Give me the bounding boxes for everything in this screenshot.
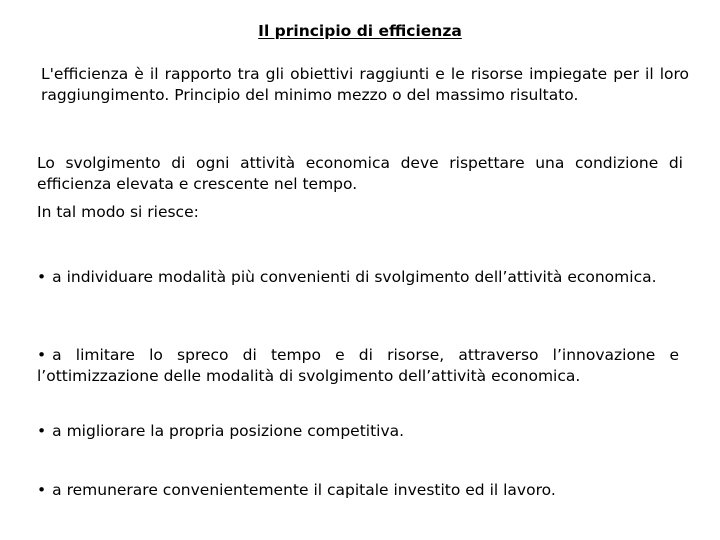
bullet-icon: •: [37, 268, 47, 286]
definition-paragraph: L'efficienza è il rapporto tra gli obiettivi raggiunti e le risorse impiegate per il loro raggiungimento. Principio del minimo mezzo o del massimo risultato.: [41, 65, 689, 104]
slide-title: Il principio di efficienza: [258, 22, 462, 40]
intro-paragraph: In tal modo si riesce:: [37, 203, 199, 221]
bullet-item: [37, 480, 679, 501]
bullet-icon: •: [37, 422, 47, 440]
bullet-item: [37, 421, 679, 442]
bullet-icon: •: [37, 346, 47, 364]
requirement-paragraph: Lo svolgimento di ogni attività economica deve rispettare una condizione di efficienza elevata e crescente nel tempo.: [37, 154, 683, 193]
bullet-text: a remunerare convenientemente il capitale investito ed il lavoro.: [52, 481, 556, 499]
bullet-item: [37, 267, 679, 288]
bullet-text: a individuare modalità più convenienti di svolgimento dell’attività economica.: [52, 268, 657, 286]
bullet-text: a migliorare la propria posizione competitiva.: [52, 422, 405, 440]
bullet-icon: •: [37, 481, 47, 499]
bullet-text: a limitare lo spreco di tempo e di risorse, attraverso l’innovazione e l’ottimizzazione delle modalità di svolgimento dell’attività economica.: [37, 346, 679, 385]
bullet-item: [37, 345, 679, 387]
